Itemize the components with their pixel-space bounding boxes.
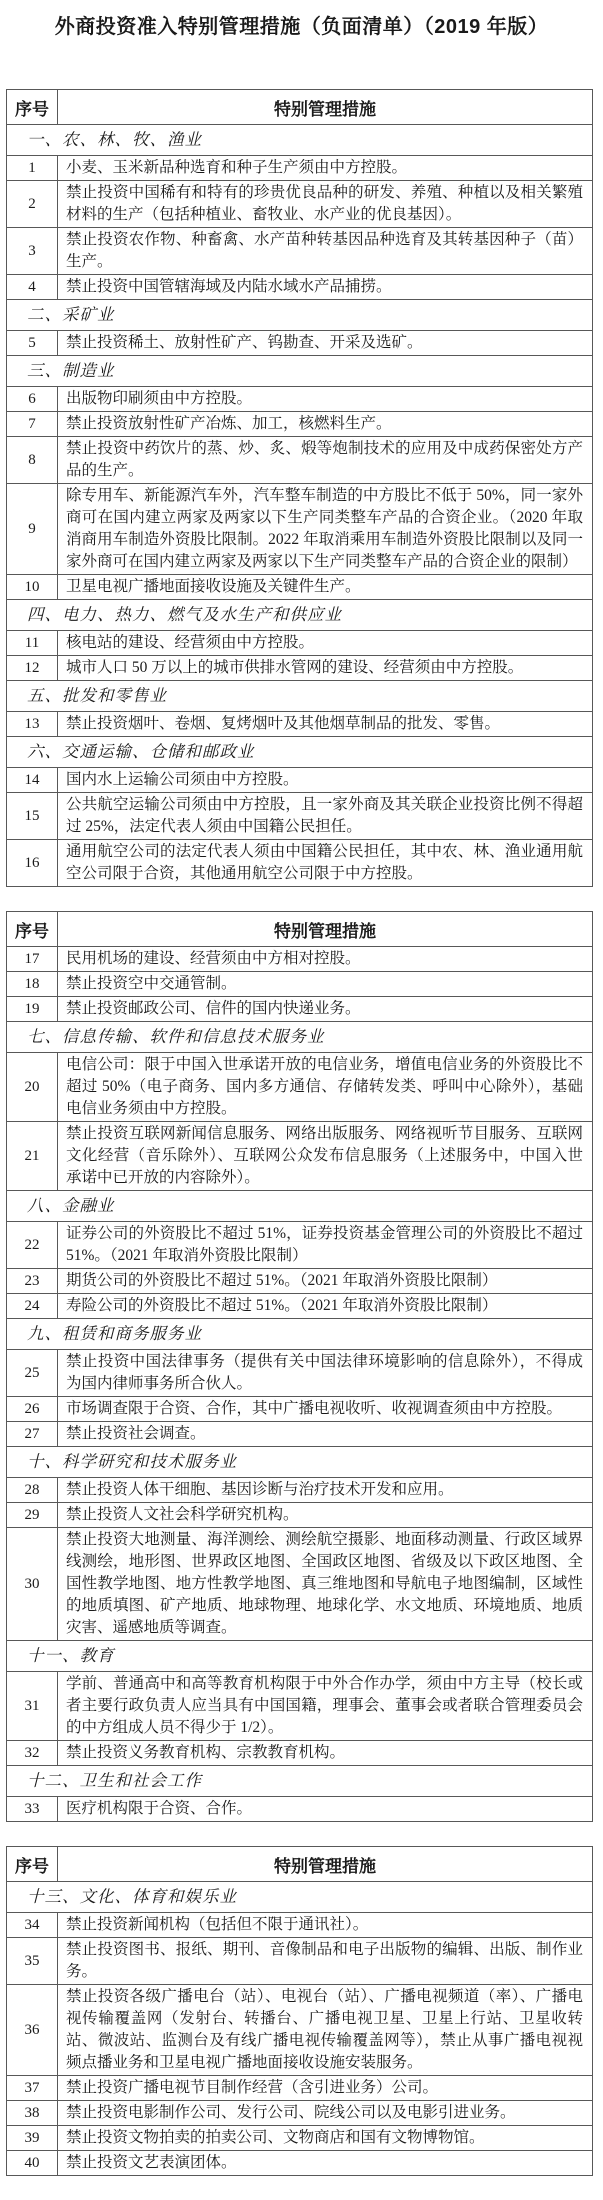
measures-table bbox=[6, 1846, 593, 2176]
measure-text: 禁止投资中国管辖海域及内陆水域水产品捕捞。 bbox=[58, 275, 593, 300]
measure-text: 核电站的建设、经营须由中方控股。 bbox=[58, 631, 593, 656]
table-row bbox=[7, 1528, 593, 1641]
row-number: 37 bbox=[7, 2076, 58, 2101]
row-number: 32 bbox=[7, 1741, 58, 1766]
row-number: 9 bbox=[7, 484, 58, 575]
section-row bbox=[7, 1319, 593, 1350]
row-number: 33 bbox=[7, 1797, 58, 1822]
table-row bbox=[7, 275, 593, 300]
column-header-number: 序号 bbox=[7, 1847, 58, 1882]
table-row bbox=[7, 575, 593, 600]
section-row bbox=[7, 1022, 593, 1053]
table-row bbox=[7, 1122, 593, 1191]
measure-text: 小麦、玉米新品种选育和种子生产须由中方控股。 bbox=[58, 156, 593, 181]
row-number: 13 bbox=[7, 712, 58, 737]
measure-text: 卫星电视广播地面接收设施及关键件生产。 bbox=[58, 575, 593, 600]
table-header-row bbox=[7, 90, 593, 125]
measure-text: 禁止投资文物拍卖的拍卖公司、文物商店和国有文物博物馆。 bbox=[58, 2126, 593, 2151]
table-row bbox=[7, 2126, 593, 2151]
column-header-measure: 特别管理措施 bbox=[58, 90, 593, 125]
measure-text: 禁止投资稀土、放射性矿产、钨勘查、开采及选矿。 bbox=[58, 331, 593, 356]
table-row bbox=[7, 1913, 593, 1938]
measure-text: 禁止投资电影制作公司、发行公司、院线公司以及电影引进业务。 bbox=[58, 2101, 593, 2126]
table-row bbox=[7, 156, 593, 181]
section-row bbox=[7, 1766, 593, 1797]
table-row bbox=[7, 2151, 593, 2176]
row-number: 5 bbox=[7, 331, 58, 356]
measure-text: 禁止投资人体干细胞、基因诊断与治疗技术开发和应用。 bbox=[58, 1478, 593, 1503]
row-number: 23 bbox=[7, 1269, 58, 1294]
measure-text: 期货公司的外资股比不超过 51%。（2021 年取消外资股比限制） bbox=[58, 1269, 593, 1294]
section-title: 十一、教育 bbox=[7, 1641, 593, 1672]
measures-table bbox=[6, 911, 593, 1822]
row-number: 20 bbox=[7, 1053, 58, 1122]
measure-text: 禁止投资邮政公司、信件的国内快递业务。 bbox=[58, 997, 593, 1022]
table-row bbox=[7, 1294, 593, 1319]
measures-table bbox=[6, 89, 593, 887]
measure-text: 市场调查限于合资、合作，其中广播电视收听、收视调查须由中方控股。 bbox=[58, 1397, 593, 1422]
measure-text: 禁止投资农作物、种畜禽、水产苗种转基因品种选育及其转基因种子（苗）生产。 bbox=[58, 228, 593, 275]
measure-text: 禁止投资空中交通管制。 bbox=[58, 972, 593, 997]
row-number: 12 bbox=[7, 656, 58, 681]
measure-text: 民用机场的建设、经营须由中方相对控股。 bbox=[58, 947, 593, 972]
row-number: 16 bbox=[7, 840, 58, 887]
table-row bbox=[7, 437, 593, 484]
column-header-number: 序号 bbox=[7, 90, 58, 125]
section-title: 十二、卫生和社会工作 bbox=[7, 1766, 593, 1797]
tables-container bbox=[0, 89, 603, 2176]
table-row bbox=[7, 1938, 593, 1985]
measure-text: 禁止投资新闻机构（包括但不限于通讯社）。 bbox=[58, 1913, 593, 1938]
section-title: 二、采矿业 bbox=[7, 300, 593, 331]
row-number: 6 bbox=[7, 387, 58, 412]
table-row bbox=[7, 1672, 593, 1741]
measure-text: 禁止投资中药饮片的蒸、炒、炙、煅等炮制技术的应用及中成药保密处方产品的生产。 bbox=[58, 437, 593, 484]
column-header-measure: 特别管理措施 bbox=[58, 912, 593, 947]
section-title: 一、农、林、牧、渔业 bbox=[7, 125, 593, 156]
row-number: 31 bbox=[7, 1672, 58, 1741]
document-page bbox=[0, 13, 603, 2176]
section-row bbox=[7, 1882, 593, 1913]
measure-text: 禁止投资互联网新闻信息服务、网络出版服务、网络视听节目服务、互联网文化经营（音乐除外）、互联网公众发布信息服务（上述服务中，中国入世承诺中已开放的内容除外）。 bbox=[58, 1122, 593, 1191]
row-number: 29 bbox=[7, 1503, 58, 1528]
row-number: 28 bbox=[7, 1478, 58, 1503]
section-row bbox=[7, 600, 593, 631]
table-row bbox=[7, 484, 593, 575]
row-number: 40 bbox=[7, 2151, 58, 2176]
measure-text: 证券公司的外资股比不超过 51%，证券投资基金管理公司的外资股比不超过 51%。（2021 年取消外资股比限制） bbox=[58, 1222, 593, 1269]
table-row bbox=[7, 840, 593, 887]
row-number: 24 bbox=[7, 1294, 58, 1319]
row-number: 7 bbox=[7, 412, 58, 437]
column-header-number: 序号 bbox=[7, 912, 58, 947]
measure-text: 禁止投资社会调查。 bbox=[58, 1422, 593, 1447]
section-row bbox=[7, 681, 593, 712]
table-row bbox=[7, 1053, 593, 1122]
row-number: 19 bbox=[7, 997, 58, 1022]
section-row bbox=[7, 125, 593, 156]
row-number: 39 bbox=[7, 2126, 58, 2151]
measure-text: 禁止投资放射性矿产冶炼、加工，核燃料生产。 bbox=[58, 412, 593, 437]
section-title: 五、批发和零售业 bbox=[7, 681, 593, 712]
table-row bbox=[7, 228, 593, 275]
measure-text: 通用航空公司的法定代表人须由中国籍公民担任，其中农、林、渔业通用航空公司限于合资，其他通用航空公司限于中方控股。 bbox=[58, 840, 593, 887]
measure-text: 电信公司：限于中国入世承诺开放的电信业务，增值电信业务的外资股比不超过 50%（电子商务、国内多方通信、存储转发类、呼叫中心除外），基础电信业务须由中方控股。 bbox=[58, 1053, 593, 1122]
table-header-row bbox=[7, 1847, 593, 1882]
measure-text: 禁止投资烟叶、卷烟、复烤烟叶及其他烟草制品的批发、零售。 bbox=[58, 712, 593, 737]
section-title: 四、电力、热力、燃气及水生产和供应业 bbox=[7, 600, 593, 631]
table-row bbox=[7, 1503, 593, 1528]
table-row bbox=[7, 1222, 593, 1269]
table-row bbox=[7, 712, 593, 737]
section-row bbox=[7, 737, 593, 768]
table-row bbox=[7, 947, 593, 972]
measure-text: 禁止投资广播电视节目制作经营（含引进业务）公司。 bbox=[58, 2076, 593, 2101]
document-title: 外商投资准入特别管理措施（负面清单）（2019 年版） bbox=[54, 16, 549, 38]
table-row bbox=[7, 1269, 593, 1294]
section-title: 三、制造业 bbox=[7, 356, 593, 387]
table-row bbox=[7, 2101, 593, 2126]
measure-text: 禁止投资文艺表演团体。 bbox=[58, 2151, 593, 2176]
row-number: 22 bbox=[7, 1222, 58, 1269]
measure-text: 出版物印刷须由中方控股。 bbox=[58, 387, 593, 412]
table-header-row bbox=[7, 912, 593, 947]
row-number: 34 bbox=[7, 1913, 58, 1938]
measure-text: 医疗机构限于合资、合作。 bbox=[58, 1797, 593, 1822]
row-number: 30 bbox=[7, 1528, 58, 1641]
row-number: 18 bbox=[7, 972, 58, 997]
measure-text: 寿险公司的外资股比不超过 51%。（2021 年取消外资股比限制） bbox=[58, 1294, 593, 1319]
table-row bbox=[7, 1397, 593, 1422]
measure-text: 公共航空运输公司须由中方控股，且一家外商及其关联企业投资比例不得超过 25%，法定代表人须由中国籍公民担任。 bbox=[58, 793, 593, 840]
section-title: 六、交通运输、仓储和邮政业 bbox=[7, 737, 593, 768]
table-row bbox=[7, 2076, 593, 2101]
row-number: 1 bbox=[7, 156, 58, 181]
row-number: 10 bbox=[7, 575, 58, 600]
row-number: 26 bbox=[7, 1397, 58, 1422]
table-row bbox=[7, 1741, 593, 1766]
row-number: 15 bbox=[7, 793, 58, 840]
section-title: 八、金融业 bbox=[7, 1191, 593, 1222]
row-number: 38 bbox=[7, 2101, 58, 2126]
table-row bbox=[7, 1985, 593, 2076]
measure-text: 城市人口 50 万以上的城市供排水管网的建设、经营须由中方控股。 bbox=[58, 656, 593, 681]
row-number: 11 bbox=[7, 631, 58, 656]
row-number: 8 bbox=[7, 437, 58, 484]
measure-text: 禁止投资中国稀有和特有的珍贵优良品种的研发、养殖、种植以及相关繁殖材料的生产（包括种植业、畜牧业、水产业的优良基因）。 bbox=[58, 181, 593, 228]
measure-text: 除专用车、新能源汽车外，汽车整车制造的中方股比不低于 50%，同一家外商可在国内建立两家及两家以下生产同类整车产品的合资企业。（2020 年取消商用车制造外资股比限制。2022 年取消乘用车制造外资股比限制以及同一家外商可在国内建立两家及两家以下生产同类整车产品的合资企业的限制） bbox=[58, 484, 593, 575]
table-row bbox=[7, 1478, 593, 1503]
table-row bbox=[7, 1422, 593, 1447]
row-number: 17 bbox=[7, 947, 58, 972]
row-number: 27 bbox=[7, 1422, 58, 1447]
row-number: 14 bbox=[7, 768, 58, 793]
section-title: 七、信息传输、软件和信息技术服务业 bbox=[7, 1022, 593, 1053]
section-row bbox=[7, 1447, 593, 1478]
measure-text: 禁止投资中国法律事务（提供有关中国法律环境影响的信息除外），不得成为国内律师事务所合伙人。 bbox=[58, 1350, 593, 1397]
section-row bbox=[7, 1641, 593, 1672]
section-title: 十、科学研究和技术服务业 bbox=[7, 1447, 593, 1478]
table-row bbox=[7, 768, 593, 793]
section-title: 九、租赁和商务服务业 bbox=[7, 1319, 593, 1350]
row-number: 25 bbox=[7, 1350, 58, 1397]
section-row bbox=[7, 356, 593, 387]
measure-text: 禁止投资大地测量、海洋测绘、测绘航空摄影、地面移动测量、行政区域界线测绘，地形图、世界政区地图、全国政区地图、省级及以下政区地图、全国性教学地图、地方性教学地图、真三维地图和导航电子地图编制，区域性的地质填图、矿产地质、地球物理、地球化学、水文地质、环境地质、地质灾害、遥感地质等调查。 bbox=[58, 1528, 593, 1641]
table-row bbox=[7, 656, 593, 681]
measure-text: 禁止投资义务教育机构、宗教教育机构。 bbox=[58, 1741, 593, 1766]
section-row bbox=[7, 1191, 593, 1222]
table-row bbox=[7, 997, 593, 1022]
section-row bbox=[7, 300, 593, 331]
row-number: 4 bbox=[7, 275, 58, 300]
table-row bbox=[7, 387, 593, 412]
table-row bbox=[7, 1350, 593, 1397]
section-title: 十三、文化、体育和娱乐业 bbox=[7, 1882, 593, 1913]
table-row bbox=[7, 631, 593, 656]
measure-text: 学前、普通高中和高等教育机构限于中外合作办学，须由中方主导（校长或者主要行政负责人应当具有中国国籍，理事会、董事会或者联合管理委员会的中方组成人员不得少于 1/2）。 bbox=[58, 1672, 593, 1741]
table-row bbox=[7, 1797, 593, 1822]
table-row bbox=[7, 331, 593, 356]
column-header-measure: 特别管理措施 bbox=[58, 1847, 593, 1882]
table-row bbox=[7, 412, 593, 437]
measure-text: 国内水上运输公司须由中方控股。 bbox=[58, 768, 593, 793]
measure-text: 禁止投资人文社会科学研究机构。 bbox=[58, 1503, 593, 1528]
row-number: 3 bbox=[7, 228, 58, 275]
row-number: 35 bbox=[7, 1938, 58, 1985]
measure-text: 禁止投资各级广播电台（站）、电视台（站）、广播电视频道（率）、广播电视传输覆盖网（发射台、转播台、广播电视卫星、卫星上行站、卫星收转站、微波站、监测台及有线广播电视传输覆盖网等），禁止从事广播电视视频点播业务和卫星电视广播地面接收设施安装服务。 bbox=[58, 1985, 593, 2076]
row-number: 21 bbox=[7, 1122, 58, 1191]
row-number: 2 bbox=[7, 181, 58, 228]
measure-text: 禁止投资图书、报纸、期刊、音像制品和电子出版物的编辑、出版、制作业务。 bbox=[58, 1938, 593, 1985]
table-row bbox=[7, 181, 593, 228]
table-row bbox=[7, 793, 593, 840]
table-row bbox=[7, 972, 593, 997]
row-number: 36 bbox=[7, 1985, 58, 2076]
